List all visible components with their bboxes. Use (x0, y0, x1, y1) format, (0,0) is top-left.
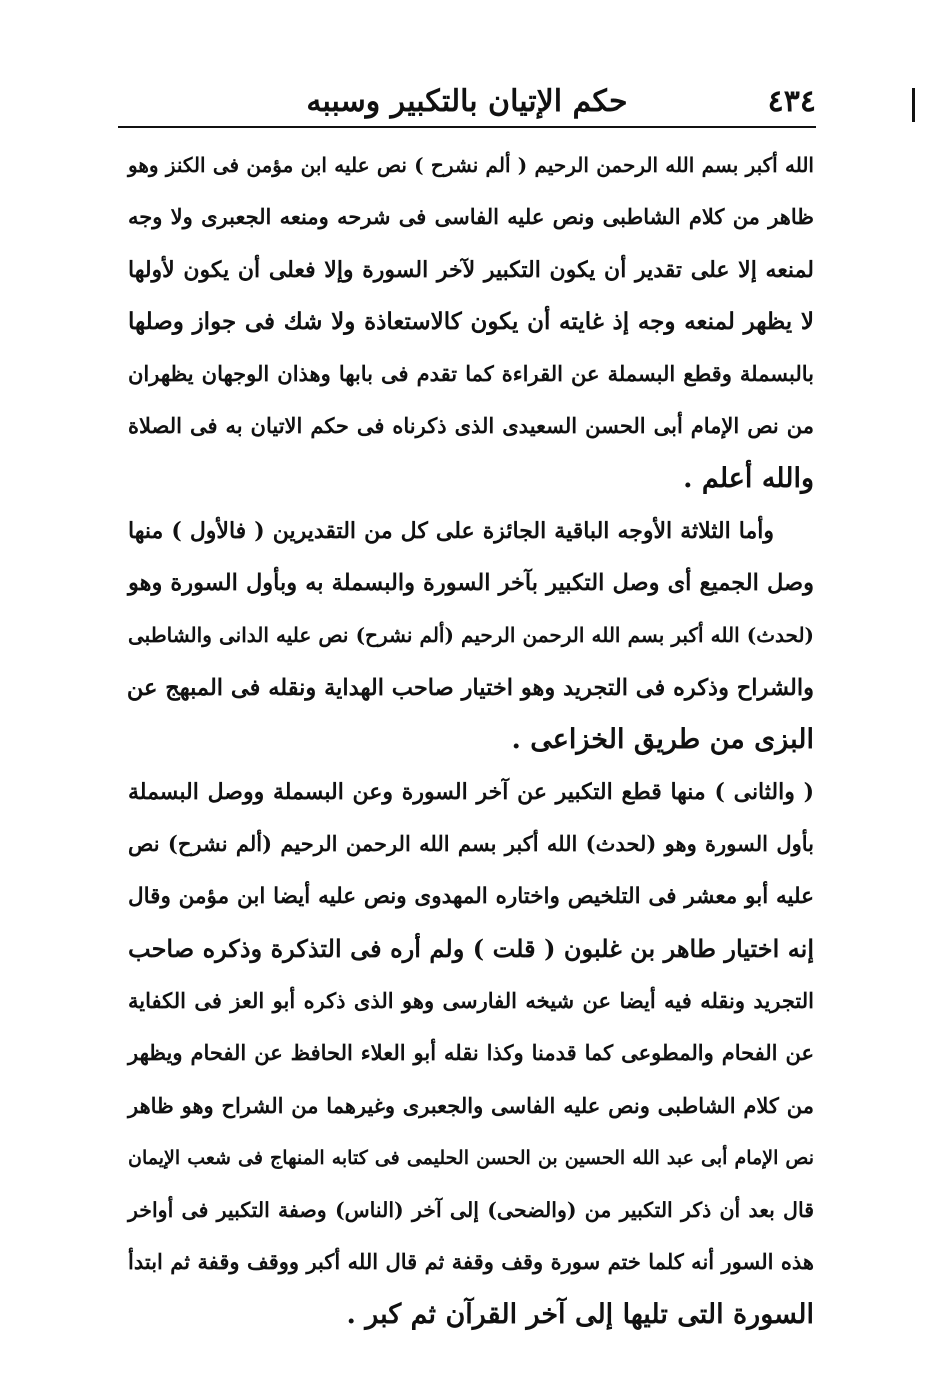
page-number: ٤٣٤ (767, 84, 816, 119)
body-text (128, 139, 814, 1341)
page-header (118, 78, 816, 126)
text-line-18: عن الفحام والمطوعى كما قدمنا وكذا نقله أبو العلاء الحافظ عن الفحام ويظهر (128, 1040, 814, 1066)
text-line-14: بأول السورة وهو (لحدث) الله أكبر بسم الله الرحمن الرحيم (ألم نشرح) نص (128, 831, 814, 857)
text-line-8: وأما الثلاثة الأوجه الباقية الجائزة على كل من التقديرين ( فالأول ) منها (128, 517, 774, 544)
text-line-9: وصل الجميع أى وصل التكبير بآخر السورة والبسملة به وبأول السورة وهو (128, 570, 814, 596)
text-line-22: هذه السور أنه كلما ختم سورة وقف وقفة ثم قال الله أكبر ووقف وقفة ثم ابتدأ (128, 1249, 814, 1275)
text-line-17: التجريد ونقله فيه أيضا عن شيخه الفارسى وهو الذى ذكره أبو العز فى الكفاية (128, 988, 814, 1013)
text-line-1: الله أكبر بسم الله الرحمن الرحيم ( ألم نشرح ) نص عليه ابن مؤمن فى الكنز وهو (128, 153, 814, 177)
text-line-10: (لحدث) الله أكبر بسم الله الرحمن الرحيم (ألم نشرح) نص عليه الدانى والشاطبى (128, 623, 814, 648)
margin-mark (912, 88, 915, 122)
text-line-11: والشراح وذكره فى التجريد وهو اختيار صاحب الهداية ونقله فى المبهج عن (126, 674, 814, 701)
text-line-23: السورة التى تليها إلى آخر القرآن ثم كبر . (346, 1298, 814, 1330)
text-line-15: عليه أبو معشر فى التلخيص واختاره المهدوى ونص عليه أيضا ابن مؤمن وقال (128, 883, 814, 909)
text-line-19: من كلام الشاطبى ونص عليه الفاسى والجعبرى وغيرهما من الشراح وهو ظاهر (128, 1092, 814, 1118)
text-line-21: قال بعد أن ذكر التكبير من (والضحى) إلى آخر (الناس) وصفة التكبير فى أواخر (128, 1198, 814, 1222)
text-line-12: البزى من طريق الخزاعى . (511, 723, 814, 755)
text-line-5: بالبسملة وقطع البسملة عن القراءة كما تقدم فى بابها وهذان الوجهان يظهران (128, 361, 814, 386)
text-line-2: ظاهر من كلام الشاطبى ونص عليه الفاسى فى شرحه ومنعه الجعبرى ولا وجه (128, 204, 814, 230)
text-line-6: من نص الإمام أبى الحسن السعيدى الذى ذكرناه فى حكم الاتيان به فى الصلاة (128, 413, 814, 439)
text-line-20: نص الإمام أبى عبد الله الحسين بن الحسن الحليمى فى كتابه المنهاج فى شعب الإيمان (128, 1146, 814, 1169)
text-line-4: لا يظهر لمنعه وجه إذ غايته أن يكون كالاستعاذة ولا شك فى جواز وصلها (128, 307, 814, 335)
text-line-16: إنه اختيار طاهر بن غلبون ( قلت ) ولم أره فى التذكرة وذكره صاحب (128, 933, 814, 963)
text-line-3: لمنعه إلا على تقدير أن يكون التكبير لآخر السورة وإلا فعلى أن يكون لأولها (128, 256, 814, 283)
text-line-13: ( والثانى ) منها قطع التكبير عن آخر السورة وعن البسملة ووصل البسملة (128, 779, 814, 805)
running-title: حكم الإتيان بالتكبير وسببه (306, 84, 628, 119)
header-rule (118, 126, 816, 128)
text-line-7: والله أعلم . (683, 462, 814, 494)
